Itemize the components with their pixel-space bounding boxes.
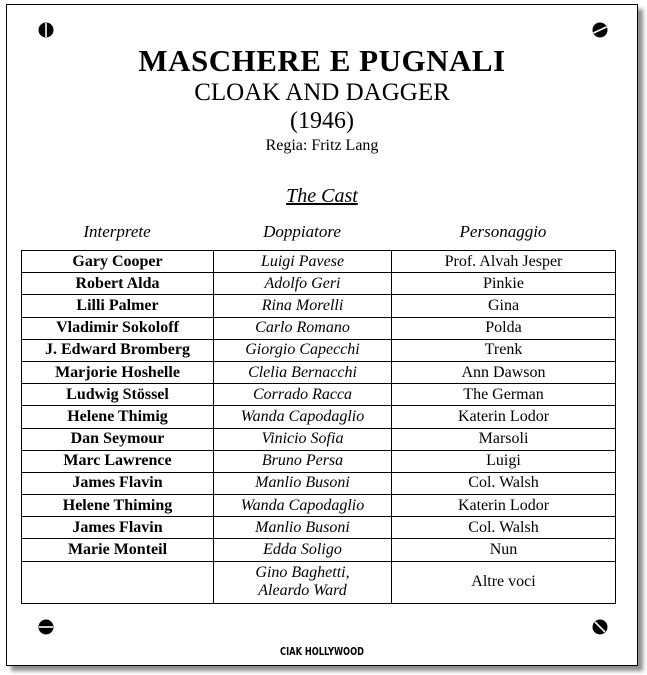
- dubber-cell: Carlo Romano: [214, 317, 392, 339]
- dubber-line: Aleardo Ward: [258, 582, 347, 600]
- screw-icon: [592, 619, 608, 635]
- character-cell: Marsoli: [392, 428, 616, 450]
- screw-icon: [38, 22, 54, 38]
- table-row: [22, 295, 616, 317]
- table-row: [22, 517, 616, 539]
- dubber-cell: Rina Morelli: [214, 295, 392, 317]
- character-cell: Prof. Alvah Jesper: [392, 251, 616, 273]
- actor-cell: Lilli Palmer: [22, 295, 214, 317]
- dubber-cell: Bruno Persa: [214, 450, 392, 472]
- character-cell: Col. Walsh: [392, 517, 616, 539]
- dubber-cell: Clelia Bernacchi: [214, 361, 392, 383]
- header-character: Personaggio: [459, 222, 547, 241]
- header-dubber: Doppiatore: [263, 222, 341, 241]
- character-cell: Trenk: [392, 339, 616, 361]
- actor-cell: [22, 561, 214, 603]
- dubber-cell: Manlio Busoni: [214, 472, 392, 494]
- dubber-cell: Wanda Capodaglio: [214, 495, 392, 517]
- cast-heading-text: The Cast: [286, 185, 358, 207]
- year: (1946): [290, 108, 354, 134]
- actor-cell: Marc Lawrence: [22, 450, 214, 472]
- ciak-hollywood-logo: CIAK HOLLYWOOD: [280, 645, 364, 658]
- cast-table: [21, 250, 616, 604]
- dubber-cell: Vinicio Sofia: [214, 428, 392, 450]
- character-cell: Katerin Lodor: [392, 495, 616, 517]
- actor-cell: Dan Seymour: [22, 428, 214, 450]
- character-cell: Altre voci: [392, 561, 616, 603]
- dubber-cell: [214, 561, 392, 603]
- director: Regia: Fritz Lang: [265, 137, 379, 154]
- actor-cell: Vladimir Sokoloff: [22, 317, 214, 339]
- cast-table-body: [22, 251, 616, 604]
- actor-cell: J. Edward Bromberg: [22, 339, 214, 361]
- character-cell: Ann Dawson: [392, 361, 616, 383]
- title: MASCHERE E PUGNALI: [138, 43, 506, 78]
- actor-cell: Marjorie Hoshelle: [22, 361, 214, 383]
- dubber-cell: Corrado Racca: [214, 384, 392, 406]
- actor-cell: James Flavin: [22, 472, 214, 494]
- table-row: [22, 539, 616, 561]
- dubber-cell: Luigi Pavese: [214, 251, 392, 273]
- cast-plate: [6, 4, 638, 666]
- table-row: [22, 361, 616, 383]
- character-cell: Polda: [392, 317, 616, 339]
- dubber-cell: Adolfo Geri: [214, 273, 392, 295]
- dubber-cell: Giorgio Capecchi: [214, 339, 392, 361]
- actor-cell: Gary Cooper: [22, 251, 214, 273]
- screw-icon: [38, 619, 54, 635]
- character-cell: Katerin Lodor: [392, 406, 616, 428]
- table-row: [22, 251, 616, 273]
- screw-icon: [592, 22, 608, 38]
- character-cell: Gina: [392, 295, 616, 317]
- table-row: [22, 561, 616, 603]
- table-row: [22, 317, 616, 339]
- dubber-cell: Edda Soligo: [214, 539, 392, 561]
- table-row: [22, 406, 616, 428]
- dubber-line: Gino Baghetti,: [255, 564, 350, 582]
- table-row: [22, 472, 616, 494]
- table-row: [22, 495, 616, 517]
- header-actor: Interprete: [83, 222, 151, 241]
- character-cell: Luigi: [392, 450, 616, 472]
- dubber-cell: Wanda Capodaglio: [214, 406, 392, 428]
- table-row: [22, 339, 616, 361]
- actor-cell: Marie Monteil: [22, 539, 214, 561]
- character-cell: The German: [392, 384, 616, 406]
- actor-cell: Ludwig Stössel: [22, 384, 214, 406]
- table-row: [22, 273, 616, 295]
- table-row: [22, 450, 616, 472]
- dubber-cell: Manlio Busoni: [214, 517, 392, 539]
- character-cell: Col. Walsh: [392, 472, 616, 494]
- character-cell: Pinkie: [392, 273, 616, 295]
- actor-cell: Robert Alda: [22, 273, 214, 295]
- table-row: [22, 428, 616, 450]
- english-title: CLOAK AND DAGGER: [194, 79, 450, 106]
- character-cell: Nun: [392, 539, 616, 561]
- actor-cell: Helene Thimig: [22, 406, 214, 428]
- actor-cell: James Flavin: [22, 517, 214, 539]
- cast-heading: [7, 185, 637, 208]
- actor-cell: Helene Thiming: [22, 495, 214, 517]
- table-row: [22, 384, 616, 406]
